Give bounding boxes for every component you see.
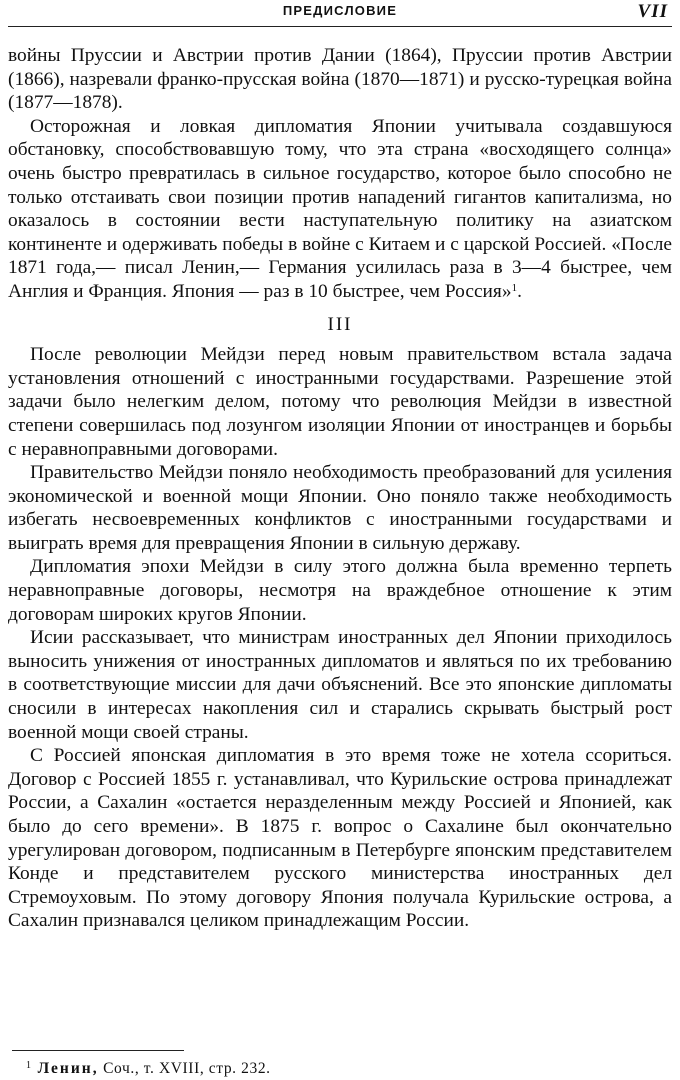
paragraph: Осторожная и ловкая дипломатия Японии учитывала создавшуюся обстановку, способствовавшую тому, что эта страна «восходящего солнца» очень быстро превратилась в сильное государство, которое было способно не только отстаивать свои позиции против нападений гигантов капитализма, но оказалось в состоянии вести наступательную политику на азиатском континенте и одерживать победы в войне с Китаем и с царской Россией. «После 1871 года,— писал Ленин,— Германия усилилась раза в 3—4 быстрее, чем Англия и Франция. Япония — раз в 10 быстрее, чем Россия»$^1$. — [8, 115, 672, 302]
paragraph-text: Осторожная и ловкая дипломатия Японии учитывала создавшуюся обстановку, способствовавшую тому, что эта страна «восходящего солнца» очень быстро превратилась в сильное государство, которое было способно не только отстаивать свои позиции против нападений гигантов капитализма, но оказалось в состоянии вести наступательную политику на азиатском континенте и одерживать победы в войне с Китаем и с царской Россией. «После 1871 года,— писал Ленин,— Германия усилилась раза в 3—4 быстрее, чем Англия и Франция. Япония — раз в 10 быстрее, чем Россия» — [8, 115, 672, 302]
paragraph: После революции Мейдзи перед новым правительством встала задача установления отношений с иностранными государствами. Разрешение этой задачи было нелегким делом, потому что революция Мейдзи в известной степени совершилась под лозунгом изоляции Японии от иностранцев и борьбы с неравноправными договорами. — [8, 344, 672, 460]
footnote-author: Ленин, — [37, 1060, 99, 1077]
paragraph: Правительство Мейдзи поняло необходимость преобразований для усиления экономической и военной мощи Японии. Оно поняло также необходимость избегать несвоевременных конфликтов с иностранными государствами и выиграть время для превращения Японии в сильную державу. — [8, 462, 672, 554]
footnote-divider — [12, 1050, 184, 1051]
footnote — [26, 1057, 271, 1078]
footnote-citation: Соч., т. XVIII, стр. 232. — [103, 1060, 271, 1077]
paragraph: С Россией японская дипломатия в это время тоже не хотела ссориться. Договор с Россией 1855 г. устанавливал, что Курильские острова принадлежат России, а Сахалин «остается неразделенным между Россией и Японией, как было до сего времени». В 1875 г. вопрос о Сахалине был окончательно урегулирован договором, подписанным в Петербурге японским представителем Конде и представителем русского министерства иностранных дел Стремоуховым. По этому договору Япония получала Курильские острова, а Сахалин признавался целиком принадлежащим России. — [8, 745, 672, 932]
page-header — [8, 2, 672, 27]
paragraph-continued: войны Пруссии и Австрии против Дании (1864), Пруссии против Австрии (1866), назревали франко-прусская война (1870—1871) и русско-турецкая война (1877—1878). — [8, 45, 672, 114]
footnote-reference: 1 — [511, 281, 518, 294]
running-title: ПРЕДИСЛОВИЕ — [282, 3, 398, 18]
paragraph: Исии рассказывает, что министрам иностранных дел Японии приходилось выносить унижения от иностранных дипломатов и являться по их требованию в соответствующие миссии для дачи объяснений. Все это японские дипломаты сносили в интересах накопления сил и старались скрывать быстрый рост военной мощи своей страны. — [8, 627, 672, 743]
section-heading: III — [327, 313, 353, 335]
main-text — [8, 44, 672, 933]
footnote-mark: 1 — [26, 1060, 32, 1071]
paragraph: Дипломатия эпохи Мейдзи в силу этого должна была временно терпеть неравноправные договоры, несмотря на враждебное отношение к этим договорам широких кругов Японии. — [8, 556, 672, 625]
page-number: VII — [637, 1, 668, 22]
